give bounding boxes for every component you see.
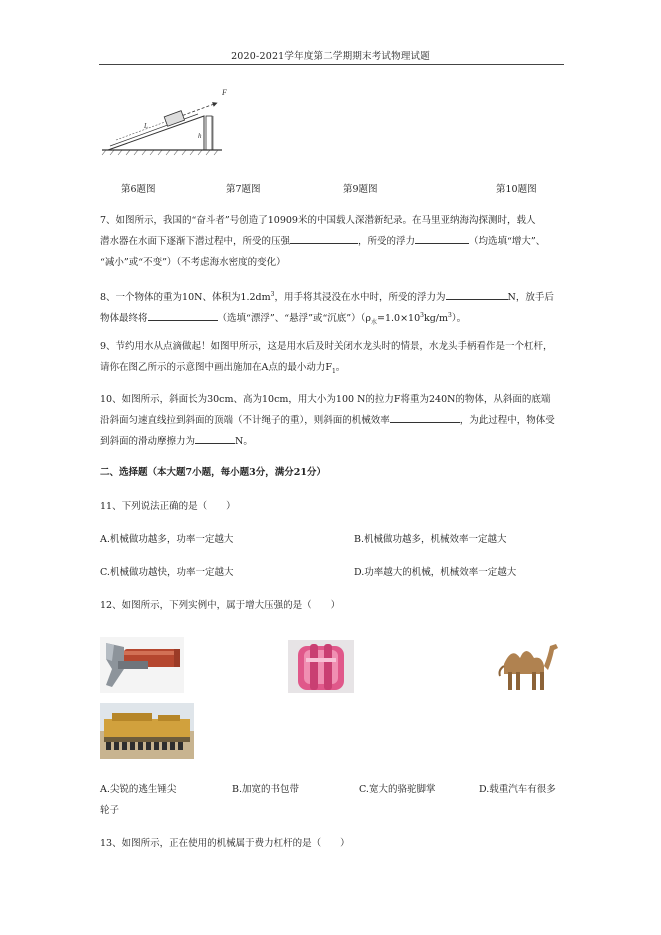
q10-line1: 10、如图所示，斜面长为30cm、高为10cm，用大小为100 N的拉力F将重为240N的物体，从斜面的底端 <box>100 394 551 405</box>
q7-blank-pressure[interactable] <box>290 232 358 244</box>
header-divider <box>99 64 564 65</box>
q10-text-a: 沿斜面匀速直线拉到斜面的顶端（不计绳子的重），则斜面的机械效率 <box>100 415 390 426</box>
inclined-plane-figure <box>100 86 230 158</box>
q11-option-b[interactable]: B.机械做功越多，机械效率一定越大 <box>354 534 507 545</box>
q12-stem: 12、如图所示，下列实例中，属于增大压强的是（ ） <box>100 600 341 611</box>
q10-text-c: 到斜面的滑动摩擦力为 <box>100 436 196 447</box>
q12-option-b[interactable]: B.加宽的书包带 <box>232 784 300 795</box>
q11-option-c[interactable]: C.机械做功越快，功率一定越大 <box>100 567 234 578</box>
q8-sub-water: 水 <box>371 319 378 327</box>
q8-text-a: 8、一个物体的重为10N、体积为1.2dm <box>100 292 271 304</box>
q7-text-b: ，所受的浮力 <box>358 236 416 247</box>
q9-line2 <box>100 358 345 382</box>
caption-fig9: 第9题图 <box>343 184 378 195</box>
q7-line2 <box>100 232 545 252</box>
heavy-truck-image <box>100 703 194 759</box>
q8-sup-a: 3 <box>270 291 275 298</box>
backpack-image <box>288 640 354 693</box>
q10-blank-friction[interactable] <box>195 432 235 444</box>
q8-blank-state[interactable] <box>148 309 218 321</box>
length-label: L <box>144 122 148 130</box>
q7-text-a: 潜水器在水面下逐渐下潜过程中，所受的压强 <box>100 236 291 247</box>
q12-option-c[interactable]: C.宽大的骆驼脚掌 <box>359 784 436 795</box>
caption-fig10: 第10题图 <box>496 184 537 195</box>
q8-text-d: 物体最终将 <box>100 313 148 325</box>
q8-text-b: ，用手将其浸没在水中时，所受的浮力为 <box>274 292 446 304</box>
q8-line1 <box>100 285 554 308</box>
page-header: 2020-2021学年度第二学期期末考试物理试题 <box>231 51 430 62</box>
q10-line2 <box>100 411 555 431</box>
height-label: h <box>198 132 202 140</box>
q8-sup-c: 3 <box>448 312 452 319</box>
q10-line3 <box>100 432 253 452</box>
q10-text-b: ，为此过程中，物体受 <box>459 415 555 426</box>
q8-text-h: ）。 <box>451 313 467 325</box>
q11-stem: 11、下列说法正确的是（ ） <box>100 501 236 512</box>
q7-line1: 7、如图所示，我国的“奋斗者”号创造了10909米的中国载人深潜新纪录。在马里亚纳海沟探测时，载人 <box>100 215 536 226</box>
q7-line3: “减小”或“不变”）（不考虑海水密度的变化） <box>100 257 286 268</box>
q9-text-b: 。 <box>335 362 346 373</box>
caption-fig6: 第6题图 <box>121 184 156 195</box>
q13-stem: 13、如图所示，正在使用的机械属于费力杠杆的是（ ） <box>100 838 350 849</box>
q8-text-c: N，放手后 <box>507 292 554 304</box>
q10-text-d: N。 <box>235 436 253 447</box>
section-2-title: 二、选择题（本大题7小题，每小题3分，满分21分） <box>100 467 326 478</box>
q7-text-c: （均选填“增大”、 <box>469 236 546 247</box>
q9-line1: 9、节约用水从点滴做起！如图甲所示，这是用水后及时关闭水龙头时的情景，水龙头手柄看作是一个杠杆， <box>100 341 553 352</box>
q9-sub: 1 <box>331 367 336 375</box>
q7-blank-buoyancy[interactable] <box>415 232 469 244</box>
q8-text-f: =1.0×10 <box>377 313 421 325</box>
q8-sup-b: 3 <box>420 312 424 319</box>
escape-hammer-image <box>100 637 184 693</box>
force-label: F <box>222 88 227 97</box>
q12-option-a[interactable]: A.尖锐的逃生锤尖 <box>100 784 177 795</box>
q8-line2 <box>100 306 466 333</box>
q11-option-a[interactable]: A.机械做功越多，功率一定越大 <box>100 534 234 545</box>
q8-text-e: （选填“漂浮”、“悬浮”或“沉底”）（ρ <box>217 313 371 325</box>
q10-blank-efficiency[interactable] <box>390 411 460 423</box>
q8-text-g: kg/m <box>423 313 449 325</box>
q8-blank-buoyancy[interactable] <box>446 288 508 300</box>
caption-fig7: 第7题图 <box>226 184 261 195</box>
q12-option-d-wrap: 轮子 <box>100 805 120 816</box>
q9-text-a: 请你在图乙所示的示意图中画出施加在A点的最小动力F <box>100 362 332 373</box>
camel-image <box>490 634 562 694</box>
q11-option-d[interactable]: D.功率越大的机械，机械效率一定越大 <box>354 567 517 578</box>
q12-option-d[interactable]: D.载重汽车有很多 <box>479 784 556 795</box>
